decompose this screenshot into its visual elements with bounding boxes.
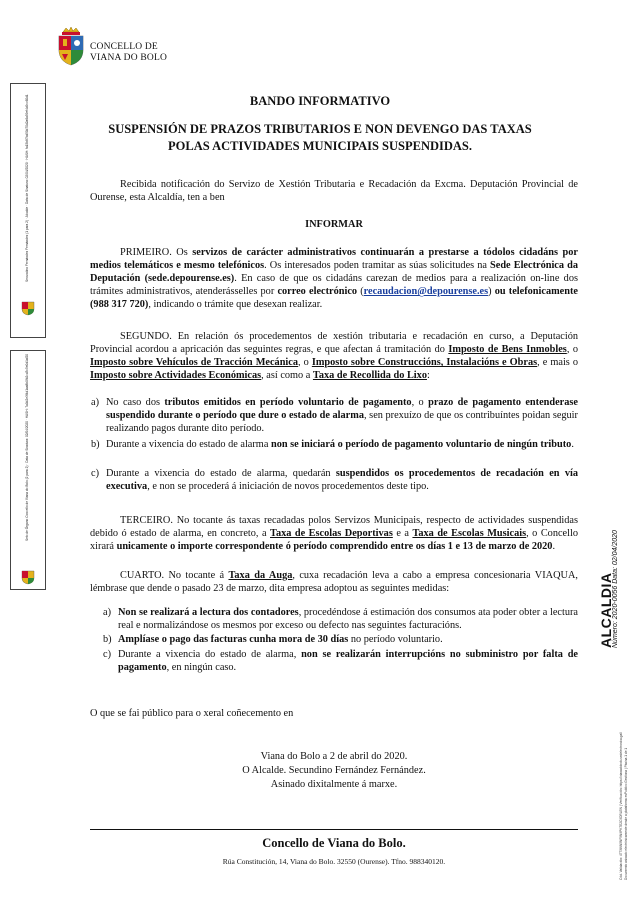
text: e a [392,528,413,540]
text: ( [357,286,364,298]
subtitle-line-2: POLAS ACTIVIDADES MUNICIPAIS SUSPENDIDAS. [168,139,472,153]
text: CUARTO. No tocante á [120,570,229,581]
text: , o [566,344,578,356]
underlined-tax: Imposto sobre Vehículos de Tracción Mecánica [90,357,299,369]
list-item [91,467,578,493]
text: . En caso de que os cidadáns carezan de medios para a realización on-line dos trámites administrativos, atenderásselles por [90,273,578,298]
text: . Os interesados poden tramitar as súas solicitudes na [264,260,491,272]
organization-name [90,42,167,64]
text: TERCEIRO. No tocante ás taxas recadadas polos Servizos Municipais, respecto de actividades suspendidas debido ó estado de alarma, en concreto, a [90,515,578,540]
org-line-1: CONCELLO DE [90,42,158,52]
subtitle-line-1: SUSPENSIÓN DE PRAZOS TRIBUTARIOS E NON DEVENGO DAS TAXAS [108,122,532,136]
text: Durante a vixencia do estado de alarma [106,439,271,450]
platform-note: Documento asinado electrónicamente desde a plataforma esPublico Gestiona | Páxina 1 de 1 [624,747,628,880]
closing-line: O que se fai público para o xeral coñecemento en [90,708,294,719]
text: ) [488,286,495,298]
list-key: c) [103,649,111,660]
signature-name: O Alcalde. Secundino Fernández Fernández. [242,765,426,776]
informar-heading: INFORMAR [305,219,363,230]
paragraph-primeiro [90,246,578,311]
list-key: a) [103,607,111,618]
underlined-tax: Taxa de Escolas Deportivas [270,528,393,540]
document-number: Número: 2020-0056 Data: 02/04/2020 [612,530,619,648]
text: , o Concello xirará [90,528,578,553]
signature-block [90,750,578,792]
text: Durante a vixencia do estado de alarma, [118,649,302,660]
underlined-tax: Taxa de Escolas Musicais [412,528,527,540]
list-item [103,606,578,632]
list-key: c) [91,468,99,479]
text: , e mais o [537,357,579,369]
text: SEGUNDO. En relación ós procedementos de xestión tributaria e recadación en curso, a Deputación Provincial acordou a apricación das seguintes regras, e que afectan á tramitación do [90,331,578,356]
footer-divider [90,829,578,830]
list-item [91,396,578,435]
crest-icon [20,569,36,585]
bold-text: tributos emitidos en período voluntario de pagamento [164,397,412,408]
text: . [552,541,556,553]
footer-organization: Concello de Viana do Bolo. [262,836,406,850]
signature-stamp-organ [10,350,46,590]
bold-text: unicamente o importe correspondente ó período comprendido entre os días 1 e 13 de marzo de 2020 [116,541,553,553]
list-key: b) [103,634,112,645]
text: no período voluntario. [348,634,443,645]
text: , e non se procederá á iniciación de novos procedementos deste tipo. [147,481,429,493]
crest-icon [20,300,36,316]
text: , o [411,397,429,408]
stamp-text: Secundino Fernández Fernández (1 para 2) · Alcalde · Data de Sinatura: 02/04/2020 · HASH: fa15b87bd50d70d2a6a59ef4d9cc60d1 [25,94,29,282]
text: Durante a vixencia do estado de alarma, quedarán [106,468,336,479]
signature-stamp-mayor [10,83,46,338]
text: No caso dos [106,397,165,408]
bold-text: non se realizarán interrupcións no subministro por falta de pagamento [118,649,578,674]
stamp-text: Selo de Órgano Concello de Viana do Bolo (2 para 2) · Data de Sinatura: 02/04/2020 · HASH: 7a0d2e3f4d1aa8b0fb2cd3c5e0d1af20 [25,353,29,541]
list-item [103,648,578,674]
list-item [91,438,578,451]
document-subtitle [90,121,550,155]
list-key: a) [91,397,99,408]
text: , procedéndose á estimación dos consumos ata poder obter a lectura real e normalizándose os mesmos por exceso ou defecto nas seguintes facturacións. [118,607,578,632]
text: , así como a [261,370,313,382]
footer-address: Rúa Constitución, 14, Viana do Bolo. 32550 (Ourense). Tfno. 988340120. [222,857,446,866]
paragraph-terceiro [90,514,578,553]
bold-text: servizos de carácter administrativos continuarán a prestarse a tódolos cidadáns por medios telemáticos e mesmo telefónicos [90,247,578,272]
list-item [103,633,578,646]
text: , sen prexuízo de que os contribuíntes poidan seguir realizando pagos durante dito período. [106,410,578,435]
underlined-tax: Imposto sobre Construccións, Instalacións e Obras [311,357,538,369]
paragraph-segundo [90,330,578,382]
intro-paragraph: Recibida notificación do Servizo de Xestión Tributaria e Recadación da Excma. Deputación Provincial de Ourense, esta Alcaldía, ten a ben [90,179,578,204]
signature-date: Viana do Bolo a 2 de abril do 2020. [260,751,408,762]
validation-code: Cód. Validación: 4773WN5NF9N9PK7E2C9DRLEN | Verificación: https://vianadobolo.sedelectronica.gal/ [619,732,623,880]
bold-text: Non se realizará a lectura dos contadores [118,607,299,618]
text: . [571,439,574,450]
text: PRIMEIRO. Os [120,247,193,258]
text: , cuxa recadación leva a cabo a empresa concesionaria VIAQUA, lémbrase que dende o pasado 23 de marzo, dita empresa adoptou as seguintes medidas: [90,570,578,595]
email-link[interactable]: recaudacion@depourense.es [363,286,489,298]
bold-text: Amplíase o pago das facturas cunha mora de 30 días [118,634,349,645]
bold-text: prazo de pagamento entenderase suspendido durante o período que dure o estado de alarma [106,397,578,422]
text: , en ningún caso. [166,662,237,674]
text: , indicando o trámite que desexan realizar. [148,299,323,311]
signature-note: Asinado dixitalmente á marxe. [270,779,398,790]
bold-text: non se iniciará o período de pagamento voluntario de ningún tributo [270,439,572,450]
bold-text: Sede Electrónica da Deputación (sede.depourense.es) [90,260,578,285]
org-line-2: VIANA DO BOLO [90,53,168,63]
underlined-tax: Imposto sobre Actividades Económicas [90,370,262,382]
list-key: b) [91,439,100,450]
department-label: ALCALDIA [598,572,614,648]
bold-text: correo electrónico [277,286,358,298]
text: , o [298,357,312,369]
coat-of-arms-logo [56,26,86,66]
underlined-tax: Taxa de Recollida do Lixo [312,370,427,382]
paragraph-cuarto [90,569,578,595]
underlined-tax: Taxa da Auga [228,570,293,581]
document-title: BANDO INFORMATIVO [249,94,391,108]
bold-text: ou telefonicamente (988 317 720) [90,286,578,311]
bold-text: suspendidos os procedementos de recadación en vía executiva [106,468,578,493]
text: : [426,370,430,382]
underlined-tax: Imposto de Bens Inmobles [448,344,567,356]
